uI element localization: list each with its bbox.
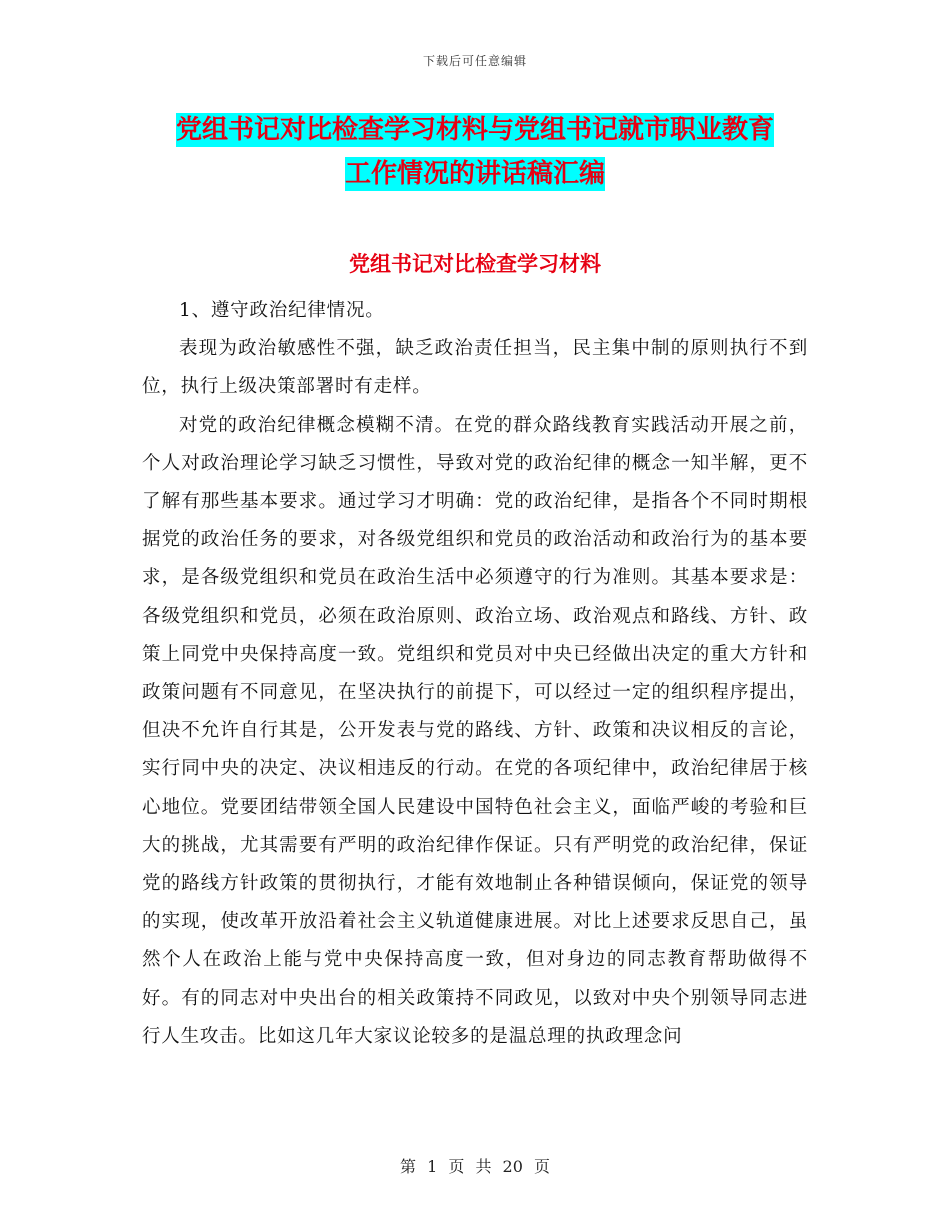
document-body xyxy=(142,292,808,1056)
paragraph: 对党的政治纪律概念模糊不清。在党的群众路线教育实践活动开展之前，个人对政治理论学习缺乏习惯性，导致对党的政治纪律的概念一知半解，更不了解有那些基本要求。通过学习才明确：党的政治纪律，是指各个不同时期根据党的政治任务的要求，对各级党组织和党员的政治活动和政治行为的基本要求，是各级党组织和党员在政治生活中必须遵守的行为准则。其基本要求是：各级党组织和党员，必须在政治原则、政治立场、政治观点和路线、方针、政策上同党中央保持高度一致。党组织和党员对中央已经做出决定的重大方针和政策问题有不同意见，在坚决执行的前提下，可以经过一定的组织程序提出，但决不允许自行其是，公开发表与党的路线、方针、政策和决议相反的言论，实行同中央的决定、决议相违反的行动。在党的各项纪律中，政治纪律居于核心地位。党要团结带领全国人民建设中国特色社会主义，面临严峻的考验和巨大的挑战，尤其需要有严明的政治纪律作保证。只有严明党的政治纪律，保证党的路线方针政策的贯彻执行，才能有效地制止各种错误倾向，保证党的领导的实现，使改革开放沿着社会主义轨道健康进展。对比上述要求反思自己，虽然个人在政治上能与党中央保持高度一致，但对身边的同志教育帮助做得不好。有的同志对中央出台的相关政策持不同政见，以致对中央个别领导同志进行人生攻击。比如这几年大家议论较多的是温总理的执政理念问 xyxy=(142,414,808,1047)
title-line-1: 党组书记对比检查学习材料与党组书记就市职业教育 xyxy=(175,115,774,145)
document-title xyxy=(0,108,950,196)
page-footer: 第 1 页 共 20 页 xyxy=(400,1157,550,1176)
header-note: 下载后可任意编辑 xyxy=(422,54,527,68)
section-title: 党组书记对比检查学习材料 xyxy=(349,252,601,276)
paragraph: 表现为政治敏感性不强，缺乏政治责任担当，民主集中制的原则执行不到位，执行上级决策部署时有走样。 xyxy=(142,338,808,398)
paragraph: 1、遵守政治纪律情况。 xyxy=(179,300,385,321)
title-line-2: 工作情况的讲话稿汇编 xyxy=(344,159,605,189)
